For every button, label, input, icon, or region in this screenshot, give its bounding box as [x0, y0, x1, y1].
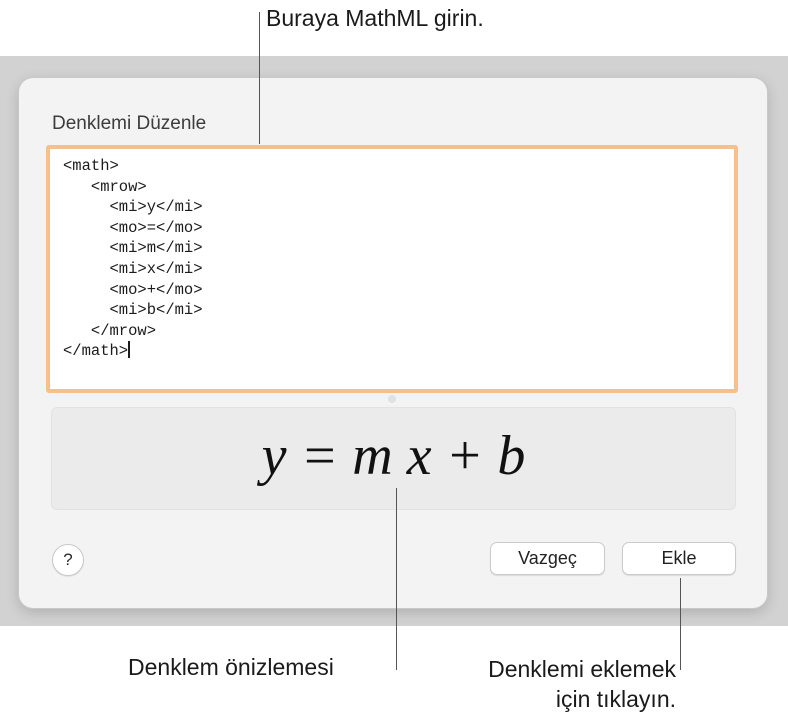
cancel-button[interactable]: Vazgeç: [490, 542, 605, 575]
resize-handle[interactable]: [388, 395, 396, 403]
callout-insert-line: Denklemi eklemek: [488, 656, 676, 682]
question-mark-icon: ?: [63, 550, 73, 569]
dialog-title: Denklemi Düzenle: [52, 113, 207, 134]
mathml-code[interactable]: [63, 156, 203, 362]
code-line: </mrow>: [63, 321, 157, 340]
code-line: </math>: [63, 342, 129, 361]
code-line: <mo>+</mo>: [63, 280, 203, 299]
code-line: <mi>x</mi>: [63, 259, 203, 278]
callout-leader-line: [396, 488, 397, 670]
mathml-editor[interactable]: [46, 145, 738, 393]
text-caret: [128, 341, 130, 358]
callout-insert: [440, 654, 676, 714]
help-button[interactable]: [52, 544, 84, 576]
code-line: <mi>b</mi>: [63, 301, 203, 320]
code-line: <math>: [63, 157, 119, 175]
callout-editor: Buraya MathML girin.: [266, 5, 484, 31]
callout-preview: Denklem önizlemesi: [128, 654, 334, 680]
insert-button[interactable]: Ekle: [622, 542, 736, 575]
callout-insert-line: için tıklayın.: [555, 686, 676, 712]
code-line: <mo>=</mo>: [63, 218, 203, 237]
preview-equation: y = m x + b: [261, 425, 526, 487]
code-line: <mi>m</mi>: [63, 239, 203, 258]
code-line: <mi>y</mi>: [63, 198, 203, 217]
code-line: <mrow>: [63, 177, 147, 196]
callout-leader-line: [259, 12, 260, 144]
equation-preview: [51, 407, 736, 510]
callout-leader-line: [680, 578, 681, 670]
